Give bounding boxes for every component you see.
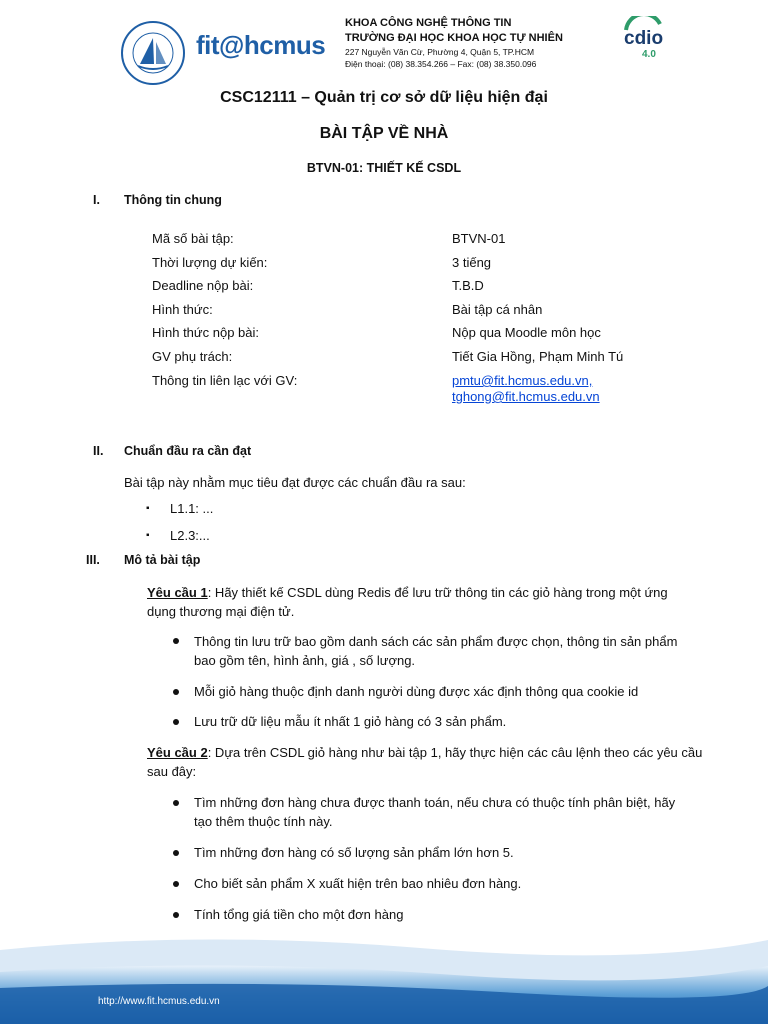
requirement-1-item: Mỗi giỏ hàng thuộc định danh người dùng được xác định thông qua cookie id bbox=[194, 684, 639, 699]
assignment-title: BTVN-01: THIẾT KẾ CSDL bbox=[306, 161, 462, 175]
requirement-1-label: Yêu cầu 1 bbox=[147, 585, 208, 600]
info-label: Hình thức: bbox=[152, 302, 213, 317]
requirement-1-text-cont: dụng thương mại điện tử. bbox=[147, 604, 295, 619]
info-value: Nộp qua Moodle môn học bbox=[452, 325, 601, 340]
email-link-pmtu[interactable]: pmtu@fit.hcmus.edu.vn, bbox=[452, 373, 593, 388]
requirement-2-item: Tính tổng giá tiền cho một đơn hàng bbox=[194, 907, 404, 922]
bullet-dot-icon bbox=[173, 719, 179, 725]
requirement-1 bbox=[147, 583, 687, 602]
info-label: Mã số bài tập: bbox=[152, 231, 234, 246]
address: 227 Nguyễn Văn Cừ, Phường 4, Quận 5, TP.HCM bbox=[345, 47, 535, 57]
cdio-logo-text: cdio bbox=[624, 28, 664, 49]
section-2-title: Chuẩn đầu ra cần đạt bbox=[124, 444, 252, 458]
bullet-dot-icon bbox=[173, 850, 179, 856]
requirement-1-item: Lưu trữ dữ liệu mẫu ít nhất 1 giỏ hàng có 3 sản phẩm. bbox=[194, 714, 507, 729]
requirement-2-item: Tìm những đơn hàng có số lượng sản phẩm lớn hơn 5. bbox=[194, 845, 514, 860]
square-bullet-icon: ▪ bbox=[146, 503, 150, 514]
section-2-intro: Bài tập này nhằm mục tiêu đạt được các chuẩn đầu ra sau: bbox=[124, 475, 466, 490]
requirement-2-label: Yêu cầu 2 bbox=[147, 745, 208, 760]
requirement-1-text: : Hãy thiết kế CSDL dùng Redis để lưu trữ thông tin các giỏ hàng trong một ứng bbox=[207, 585, 668, 600]
email-link-tghong[interactable]: tghong@fit.hcmus.edu.vn bbox=[452, 389, 600, 404]
info-label: Thời lượng dự kiến: bbox=[152, 255, 268, 270]
footer-url-link[interactable]: http://www.fit.hcmus.edu.vn bbox=[98, 996, 220, 1007]
university-name: TRƯỜNG ĐẠI HỌC KHOA HỌC TỰ NHIÊN bbox=[345, 32, 563, 44]
footer-wave bbox=[0, 930, 768, 1024]
info-label: Hình thức nộp bài: bbox=[152, 325, 259, 340]
bullet-dot-icon bbox=[173, 689, 179, 695]
bullet-dot-icon bbox=[173, 912, 179, 918]
requirement-1-item-cont: bao gồm tên, hình ảnh, giá , số lượng. bbox=[194, 653, 416, 668]
outcome-item: L2.3:... bbox=[170, 528, 210, 543]
section-3-number: III. bbox=[86, 553, 100, 567]
info-value: BTVN-01 bbox=[452, 231, 506, 246]
section-3-title: Mô tả bài tập bbox=[124, 553, 201, 567]
university-seal-logo bbox=[118, 20, 188, 86]
cdio-version: 4.0 bbox=[642, 49, 656, 60]
info-value: Tiết Gia Hồng, Phạm Minh Tú bbox=[452, 349, 624, 364]
requirement-1-item: Thông tin lưu trữ bao gồm danh sách các sản phẩm được chọn, thông tin sản phẩm bbox=[194, 634, 678, 649]
requirement-2-text: : Dựa trên CSDL giỏ hàng như bài tập 1, hãy thực hiện các câu lệnh theo các yêu cầu bbox=[207, 745, 703, 760]
document-type: BÀI TẬP VỀ NHÀ bbox=[319, 125, 449, 142]
fit-hcmus-logo: fit@hcmus bbox=[196, 30, 326, 60]
section-1-number: I. bbox=[93, 193, 100, 207]
info-label: GV phụ trách: bbox=[152, 349, 233, 364]
requirement-2-item: Cho biết sản phẩm X xuất hiện trên bao nhiêu đơn hàng. bbox=[194, 876, 522, 891]
info-label: Thông tin liên lạc với GV: bbox=[152, 373, 298, 388]
info-value: T.B.D bbox=[452, 278, 484, 293]
faculty-name: KHOA CÔNG NGHỆ THÔNG TIN bbox=[345, 17, 512, 29]
info-value: Bài tập cá nhân bbox=[452, 302, 543, 317]
cdio-logo bbox=[620, 16, 678, 64]
bullet-dot-icon bbox=[173, 638, 179, 644]
section-2-number: II. bbox=[93, 444, 104, 458]
requirement-2 bbox=[147, 743, 707, 762]
bullet-dot-icon bbox=[173, 800, 179, 806]
outcome-item: L1.1: ... bbox=[170, 501, 214, 516]
header-info bbox=[345, 16, 563, 70]
square-bullet-icon: ▪ bbox=[146, 530, 150, 541]
requirement-2-item: Tìm những đơn hàng chưa được thanh toán, nếu chưa có thuộc tính phân biệt, hãy bbox=[194, 795, 676, 810]
info-label: Deadline nộp bài: bbox=[152, 278, 254, 293]
course-title: CSC12111 – Quản trị cơ sở dữ liệu hiện đại bbox=[220, 89, 548, 106]
bullet-dot-icon bbox=[173, 881, 179, 887]
info-value: 3 tiếng bbox=[452, 255, 492, 270]
requirement-2-text-cont: sau đây: bbox=[147, 764, 197, 779]
section-1-title: Thông tin chung bbox=[124, 193, 222, 207]
phone-fax: Điện thoại: (08) 38.354.266 – Fax: (08) 38.350.096 bbox=[345, 59, 537, 69]
requirement-2-item-cont: tạo thêm thuộc tính này. bbox=[194, 814, 333, 829]
